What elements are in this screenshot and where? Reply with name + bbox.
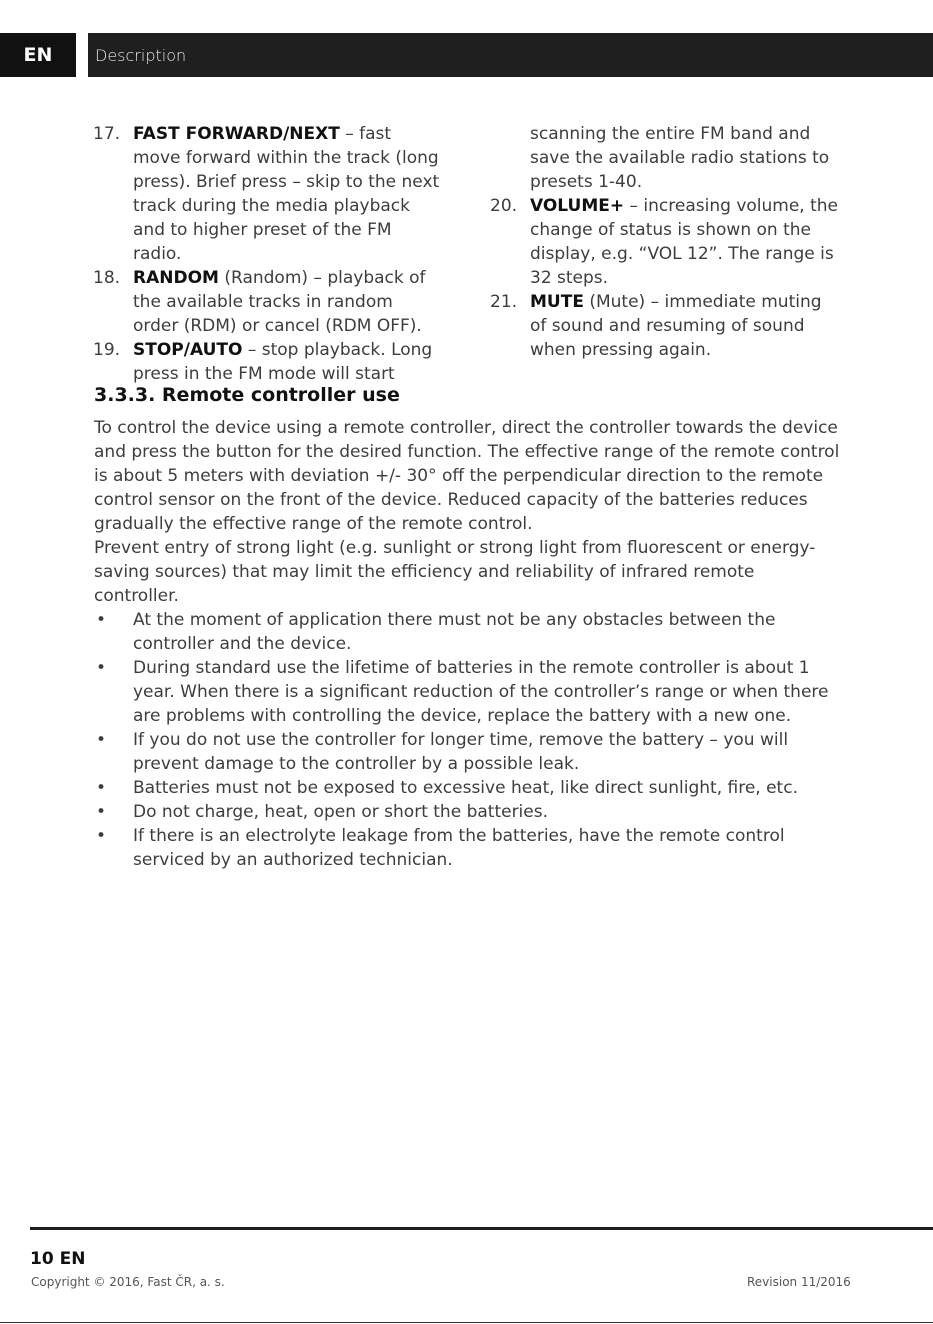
item-number: 19. xyxy=(93,340,121,360)
list-item xyxy=(490,290,840,362)
bullet-text: If there is an electrolyte leakage from the batteries, have the remote control serviced by an authorized technician. xyxy=(133,826,785,870)
section-heading: 3.3.3. Remote controller use xyxy=(94,384,400,406)
copyright-text: Copyright © 2016, Fast ČR, a. s. xyxy=(31,1275,225,1289)
language-tab: EN xyxy=(0,33,76,77)
page-bottom-line xyxy=(0,1322,933,1323)
item-key: STOP/AUTO xyxy=(133,340,243,360)
bullet-text: At the moment of application there must not be any obstacles between the controller and the device. xyxy=(133,610,776,654)
item-number: 17. xyxy=(93,124,121,144)
paragraph: Prevent entry of strong light (e.g. sunlight or strong light from fluorescent or energy-saving sources) that may limit the efficiency and reliability of infrared remote controller. xyxy=(94,538,816,606)
header-divider xyxy=(76,33,88,77)
bullet-list xyxy=(94,608,844,872)
list-item xyxy=(93,266,443,338)
header-bar xyxy=(0,33,933,77)
bullet-icon: • xyxy=(96,610,107,630)
item-key: FAST FORWARD/NEXT xyxy=(133,124,340,144)
list-item xyxy=(490,194,840,290)
item-text: (Random) – playback of the available tracks in random order (RDM) or cancel (RDM OFF). xyxy=(133,268,426,336)
item-text: – stop playback. Long press in the FM mode will start xyxy=(133,340,433,384)
section-title: Description xyxy=(95,46,187,65)
item-key: VOLUME+ xyxy=(530,196,625,216)
item-key: RANDOM xyxy=(133,268,219,288)
footer-divider xyxy=(30,1227,933,1230)
bullet-item xyxy=(94,728,844,776)
bullet-item xyxy=(94,656,844,728)
bullet-text: Batteries must not be exposed to excessive heat, like direct sunlight, fire, etc. xyxy=(133,778,798,798)
item-text: – fast move forward within the track (long press). Brief press – skip to the next track during the media playback and to higher preset of the FM radio. xyxy=(133,124,440,264)
bullet-item xyxy=(94,824,844,872)
right-column xyxy=(490,122,840,362)
revision-text: Revision 11/2016 xyxy=(747,1275,851,1289)
bullet-item xyxy=(94,608,844,656)
bullet-icon: • xyxy=(96,658,107,678)
bullet-icon: • xyxy=(96,730,107,750)
bullet-text: If you do not use the controller for longer time, remove the battery – you will prevent damage to the controller by a possible leak. xyxy=(133,730,789,774)
left-column xyxy=(93,122,443,386)
bullet-icon: • xyxy=(96,826,107,846)
bullet-icon: • xyxy=(96,778,107,798)
page-number: 10 EN xyxy=(30,1249,86,1269)
paragraph: To control the device using a remote controller, direct the controller towards the device and press the button for the desired function. The effective range of the remote control is about 5 meters with deviation +/- 30° off the perpendicular direction to the remote control sensor on the front of the device. Reduced capacity of the batteries reduces gradually the effective range of the remote control. xyxy=(94,418,840,534)
list-item xyxy=(93,338,443,386)
item-number: 20. xyxy=(490,196,518,216)
bullet-item xyxy=(94,800,844,824)
bullet-text: During standard use the lifetime of batteries in the remote controller is about 1 year. When there is a significant reduction of the controller’s range or when there are problems with controlling the device, replace the battery with a new one. xyxy=(133,658,829,726)
bullet-text: Do not charge, heat, open or short the batteries. xyxy=(133,802,548,822)
item-number: 18. xyxy=(93,268,121,288)
list-item-continuation xyxy=(490,122,840,194)
item-text: – increasing volume, the change of status is shown on the display, e.g. “VOL 12”. The range is 32 steps. xyxy=(530,196,839,288)
bullet-item xyxy=(94,776,844,800)
list-item xyxy=(93,122,443,266)
item-number: 21. xyxy=(490,292,518,312)
bullet-icon: • xyxy=(96,802,107,822)
item-key: MUTE xyxy=(530,292,584,312)
section-body xyxy=(94,416,844,872)
item-text: (Mute) – immediate muting of sound and resuming of sound when pressing again. xyxy=(530,292,822,360)
item-text: scanning the entire FM band and save the available radio stations to presets 1-40. xyxy=(530,124,830,192)
